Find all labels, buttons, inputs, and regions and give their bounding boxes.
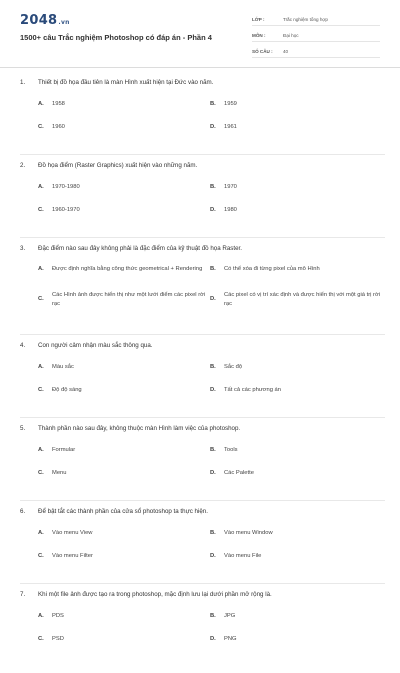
meta-row-subject (252, 29, 380, 42)
option-a[interactable] (38, 363, 210, 372)
option-letter: D. (210, 387, 216, 393)
question-number: 5. (20, 425, 26, 432)
option-text: 1980 (224, 207, 237, 213)
question-number: 6. (20, 508, 26, 515)
option-d[interactable] (210, 206, 382, 215)
option-a[interactable] (38, 529, 210, 538)
option-letter: B. (210, 447, 216, 453)
option-text: Vào menu File (224, 553, 262, 559)
option-a[interactable] (38, 612, 210, 621)
meta-label: MÔN : (252, 32, 266, 38)
option-c[interactable] (38, 206, 210, 215)
option-d[interactable] (210, 386, 382, 395)
option-letter: A. (38, 184, 44, 190)
question-number: 3. (20, 245, 26, 252)
question-text (20, 78, 385, 90)
question-stem: Thiết bị đồ họa đầu tiên là màn Hình xuất hiện tại Đức vào năm. (38, 79, 214, 86)
option-text: Vào menu Filter (52, 553, 93, 559)
option-text: PDS (52, 613, 64, 619)
question-stem: Thành phần nào sau đây, không thuộc màn Hình làm việc của photoshop. (38, 425, 241, 432)
option-letter: C. (38, 387, 44, 393)
option-letter: B. (210, 184, 216, 190)
option-text: 1961 (224, 124, 237, 130)
option-letter: C. (38, 636, 44, 642)
question-stem: Đặc điểm nào sau đây không phải là đặc điểm của kỹ thuật đồ họa Raster. (38, 245, 242, 252)
option-letter: C. (38, 296, 44, 303)
option-letter: B. (210, 613, 216, 619)
option-c[interactable] (38, 123, 210, 132)
option-letter: B. (210, 364, 216, 370)
option-d[interactable] (210, 635, 382, 644)
option-d[interactable] (210, 291, 382, 308)
question-number: 1. (20, 79, 26, 86)
page-header (0, 0, 400, 66)
meta-row-count (252, 45, 380, 58)
option-text: Màu sắc (52, 364, 74, 370)
question-item (20, 78, 385, 155)
option-text: Các Hình ảnh được hiển thị như một lưới điểm các pixel rời rạc (52, 292, 206, 307)
question-text (20, 507, 385, 519)
question-text (20, 244, 385, 256)
meta-value: Trắc nghiệm tổng hợp (283, 16, 328, 22)
option-letter: C. (38, 207, 44, 213)
option-letter: D. (210, 296, 216, 303)
option-b[interactable] (210, 612, 382, 621)
option-letter: C. (38, 470, 44, 476)
option-text: Được định nghĩa bằng công thức geometrical + Rendering (52, 266, 203, 272)
option-text: PSD (52, 636, 64, 642)
option-text: Sắc độ (224, 364, 243, 370)
option-c[interactable] (38, 386, 210, 395)
option-letter: A. (38, 530, 44, 536)
question-number: 4. (20, 342, 26, 349)
option-letter: A. (38, 101, 44, 107)
option-text: Tools (224, 447, 238, 453)
meta-value: Đại học (283, 32, 299, 38)
option-b[interactable] (210, 529, 382, 538)
option-text: Độ độ sáng (52, 387, 82, 393)
site-logo[interactable] (20, 13, 70, 28)
option-letter: D. (210, 124, 216, 130)
option-b[interactable] (210, 100, 382, 109)
option-letter: B. (210, 101, 216, 107)
question-text (20, 590, 385, 602)
document-meta (252, 13, 380, 61)
option-d[interactable] (210, 552, 382, 561)
option-letter: B. (210, 266, 216, 272)
meta-label: SỐ CÂU : (252, 48, 273, 54)
option-letter: C. (38, 553, 44, 559)
question-stem: Con người cảm nhận màu sắc thông qua. (38, 342, 153, 349)
option-text: Các Palette (224, 470, 254, 476)
option-a[interactable] (38, 100, 210, 109)
question-stem: Đồ họa điểm (Raster Graphics) xuất hiện vào những năm. (38, 162, 198, 169)
question-item (20, 590, 385, 667)
question-stem: Khi một file ảnh được tạo ra trong photoshop, mặc định lưu lại dưới phần mở rộng là. (38, 591, 272, 598)
option-text: JPG (224, 613, 236, 619)
option-c[interactable] (38, 635, 210, 644)
question-item (20, 244, 385, 335)
option-letter: C. (38, 124, 44, 130)
option-letter: D. (210, 553, 216, 559)
question-number: 7. (20, 591, 26, 598)
option-b[interactable] (210, 363, 382, 372)
meta-row-class (252, 13, 380, 26)
option-text: 1960 (52, 124, 65, 130)
option-b[interactable] (210, 446, 382, 455)
option-text: Có thể xóa đi từng pixel của mô Hình (224, 266, 320, 272)
question-item (20, 161, 385, 238)
option-text: PNG (224, 636, 237, 642)
option-d[interactable] (210, 469, 382, 478)
option-c[interactable] (38, 552, 210, 561)
option-text: 1970 (224, 184, 237, 190)
option-text: 1960-1970 (52, 207, 80, 213)
option-text: Vào menu Window (224, 530, 273, 536)
option-d[interactable] (210, 123, 382, 132)
option-letter: A. (38, 613, 44, 619)
option-text: Formular (52, 447, 76, 453)
option-text: 1958 (52, 101, 65, 107)
option-text: Tất cả các phương án (224, 387, 281, 393)
question-list (20, 78, 385, 673)
option-a[interactable] (38, 265, 210, 274)
option-a[interactable] (38, 183, 210, 192)
option-text: Các pixel có vị trí xác định và được hiển thị với một giá trị rời rạc (224, 292, 381, 307)
option-letter: D. (210, 207, 216, 213)
option-letter: A. (38, 364, 44, 370)
option-b[interactable] (210, 265, 382, 274)
question-item (20, 507, 385, 584)
option-letter: A. (38, 266, 44, 272)
question-text (20, 161, 385, 173)
question-number: 2. (20, 162, 26, 169)
option-text: Vào menu View (52, 530, 93, 536)
option-b[interactable] (210, 183, 382, 192)
option-letter: A. (38, 447, 44, 453)
logo-suffix: .vn (58, 19, 70, 26)
option-letter: D. (210, 470, 216, 476)
document-title: 1500+ câu Trắc nghiệm Photoshop có đáp án - Phần 4 (20, 33, 212, 42)
option-text: 1970-1980 (52, 184, 80, 190)
option-letter: B. (210, 530, 216, 536)
option-letter: D. (210, 636, 216, 642)
option-a[interactable] (38, 446, 210, 455)
meta-value: 40 (283, 48, 289, 54)
meta-label: LỚP : (252, 16, 265, 22)
question-item (20, 341, 385, 418)
header-divider (0, 67, 400, 68)
question-stem: Để bật tắt các thành phần của cửa sổ photoshop ta thực hiện. (38, 508, 208, 515)
option-c[interactable] (38, 291, 210, 308)
option-text: 1959 (224, 101, 237, 107)
question-text (20, 341, 385, 353)
option-text: Menu (52, 470, 67, 476)
question-item (20, 424, 385, 501)
logo-text: 2048 (20, 13, 58, 28)
option-c[interactable] (38, 469, 210, 478)
question-text (20, 424, 385, 436)
